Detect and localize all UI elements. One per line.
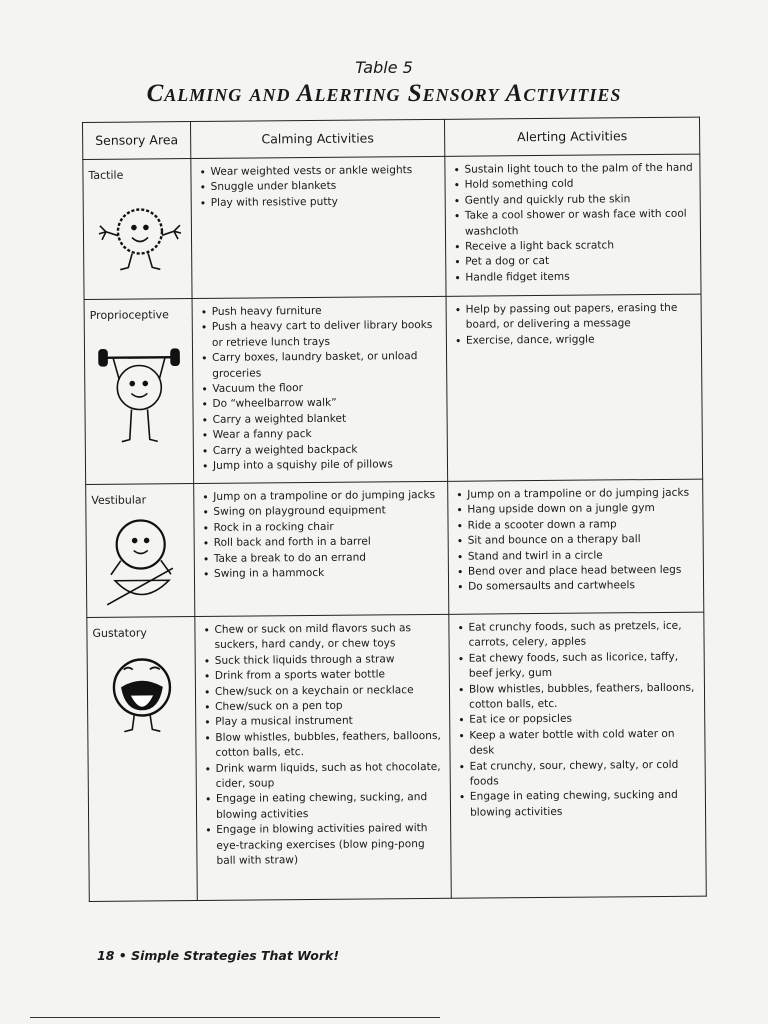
list-item: • Hang upside down on a jungle gym <box>456 501 696 519</box>
calming-cell-tactile <box>191 156 446 298</box>
list-item: • Engage in eating chewing, sucking, and blowing activities <box>205 790 444 823</box>
list-item: • Roll back and forth in a barrel <box>203 534 442 551</box>
list-item: • Carry a weighted blanket <box>202 411 441 428</box>
list-item: • Push heavy furniture <box>201 303 440 320</box>
list-item: • Jump on a trampoline or do jumping jacks <box>456 486 696 504</box>
list-item: • Bend over and place head between legs <box>457 563 697 581</box>
area-name-gustatory: Gustatory <box>92 626 147 640</box>
list-item: • Suck thick liquids through a straw <box>204 652 443 669</box>
table-row-vestibular <box>86 479 704 617</box>
alerting-cell-vestibular <box>448 479 704 614</box>
alerting-cell-gustatory <box>449 612 706 898</box>
bottom-rule-divider <box>30 1017 440 1018</box>
page-footer: 18 • Simple Strategies That Work! <box>97 948 340 963</box>
list-item: • Gently and quickly rub the skin <box>454 191 694 209</box>
list-item: • Exercise, dance, wriggle <box>455 331 695 349</box>
list-item: • Keep a water bottle with cold water on desk <box>458 726 698 759</box>
calming-list-vestibular <box>194 482 448 587</box>
calming-list-proprioceptive <box>193 297 448 479</box>
list-item: • Carry a weighted backpack <box>202 442 441 459</box>
page-title: Calming and Alerting Sensory Activities <box>146 80 622 107</box>
area-cell-gustatory <box>87 617 197 902</box>
list-item: • Chew/suck on a pen top <box>204 698 443 715</box>
table-row-tactile <box>83 154 701 299</box>
list-item: • Blow whistles, bubbles, feathers, balloons, cotton balls, etc. <box>204 729 443 762</box>
list-item: • Eat crunchy, sour, chewy, salty, or cold foods <box>459 757 699 790</box>
list-item: • Swing in a hammock <box>203 565 442 582</box>
list-item: • Receive a light back scratch <box>454 238 694 256</box>
list-item: • Drink warm liquids, such as hot chocolate, cider, soup <box>205 760 444 793</box>
list-item: • Push a heavy cart to deliver library books or retrieve lunch trays <box>201 318 440 351</box>
area-cell-tactile <box>83 159 192 300</box>
list-item: • Chew/suck on a keychain or necklace <box>204 682 443 699</box>
open-mouth-figure-icon <box>98 647 189 743</box>
calming-list-gustatory <box>195 615 450 874</box>
alerting-cell-proprioceptive <box>446 294 703 481</box>
list-item: • Eat chewy foods, such as licorice, taffy, beef jerky, gum <box>458 649 698 682</box>
list-item: • Swing on playground equipment <box>202 503 441 520</box>
list-item: • Ride a scooter down a ramp <box>456 516 696 534</box>
area-cell-proprioceptive <box>84 299 194 485</box>
list-item: • Sit and bounce on a therapy ball <box>457 532 697 550</box>
area-name-vestibular: Vestibular <box>91 493 147 507</box>
list-item: • Play a musical instrument <box>204 713 443 730</box>
list-item: • Blow whistles, bubbles, feathers, balloons, cotton balls, etc. <box>458 680 698 713</box>
list-item: • Chew or suck on mild flavors such as suckers, hard candy, or chew toys <box>203 621 442 654</box>
alerting-list-vestibular <box>448 480 703 600</box>
calming-cell-vestibular <box>194 481 449 616</box>
list-item: • Jump on a trampoline or do jumping jacks <box>202 488 441 505</box>
list-item: • Wear a fanny pack <box>202 426 441 443</box>
table-row-proprioceptive <box>84 294 703 484</box>
list-item: • Jump into a squishy pile of pillows <box>202 457 441 474</box>
rocking-figure-icon <box>96 508 187 609</box>
sensory-activities-table <box>82 117 707 902</box>
activities-table-container <box>82 117 706 902</box>
list-item: • Hold something cold <box>454 176 694 194</box>
fuzzy-ball-figure-icon <box>94 195 185 276</box>
list-item: • Carry boxes, laundry basket, or unload groceries <box>201 349 440 382</box>
list-item: • Do somersaults and cartwheels <box>457 578 697 596</box>
list-item: • Snuggle under blankets <box>200 178 439 195</box>
table-header-row <box>83 117 700 159</box>
list-item: • Stand and twirl in a circle <box>457 547 697 565</box>
alerting-cell-tactile <box>445 154 701 296</box>
list-item: • Play with resistive putty <box>200 194 439 211</box>
area-name-proprioceptive: Proprioceptive <box>89 308 169 322</box>
list-item: • Do “wheelbarrow walk” <box>201 395 440 412</box>
list-item: • Drink from a sports water bottle <box>204 667 443 684</box>
area-cell-vestibular <box>86 484 195 618</box>
list-item: • Engage in blowing activities paired with eye-tracking exercises (blow ping-pong ball with straw) <box>205 821 444 869</box>
calming-cell-proprioceptive <box>192 296 448 483</box>
list-item: • Eat crunchy foods, such as pretzels, ice, carrots, celery, apples <box>457 619 697 652</box>
alerting-list-proprioceptive <box>447 295 701 353</box>
list-item: • Engage in eating chewing, sucking and blowing activities <box>459 788 699 821</box>
calming-cell-gustatory <box>195 614 451 900</box>
alerting-list-gustatory <box>449 613 705 825</box>
list-item: • Take a break to do an errand <box>203 550 442 567</box>
list-item: • Pet a dog or cat <box>454 253 694 271</box>
table-row-gustatory <box>87 612 706 901</box>
list-item: • Handle fidget items <box>454 269 694 287</box>
header-calming-activities: Calming Activities <box>191 119 445 158</box>
weightlifter-figure-icon <box>95 343 186 454</box>
area-name-tactile: Tactile <box>88 168 124 182</box>
header-alerting-activities: Alerting Activities <box>444 117 699 156</box>
list-item: • Wear weighted vests or ankle weights <box>199 163 438 180</box>
header-sensory-area: Sensory Area <box>83 122 191 160</box>
list-item: • Sustain light touch to the palm of the hand <box>453 161 693 179</box>
alerting-list-tactile <box>445 155 700 290</box>
list-item: • Eat ice or popsicles <box>458 711 698 729</box>
list-item: • Take a cool shower or wash face with cool washcloth <box>454 207 694 240</box>
list-item: • Help by passing out papers, erasing the board, or delivering a message <box>455 301 695 334</box>
list-item: • Rock in a rocking chair <box>202 519 441 536</box>
list-item: • Vacuum the floor <box>201 380 440 397</box>
table-number-label: Table 5 <box>355 58 413 77</box>
calming-list-tactile <box>191 157 444 215</box>
